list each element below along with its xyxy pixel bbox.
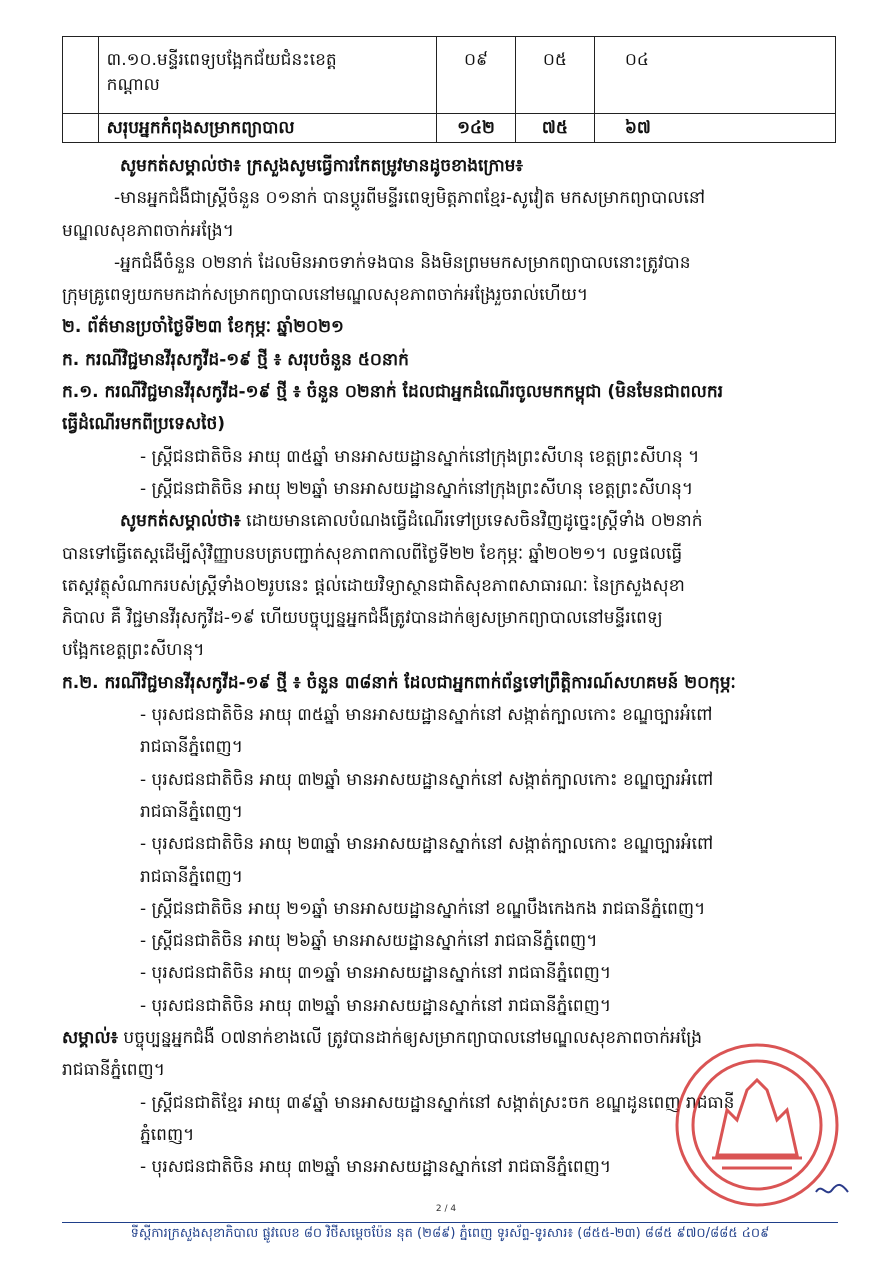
list-item: - បុរសជនជាតិចិន អាយុ ៣២ឆ្នាំ មានអាសយដ្ឋានស្នាក់នៅ សង្កាត់ក្បាលកោះ ខណ្ឌច្បារអំពៅ <box>140 769 714 790</box>
list-item-cont: រាជធានីភ្នំពេញ។ <box>140 866 243 887</box>
table-cell-hospital <box>98 37 436 114</box>
list-item: - ស្ត្រីជនជាតិខ្មែរ អាយុ ៣៩ឆ្នាំ មានអាសយដ្ឋានស្នាក់នៅ សង្កាត់ស្រះចក ខណ្ឌដូនពេញ រាជធានី <box>140 1092 735 1113</box>
list-item: - បុរសជនជាតិចិន អាយុ ៣២ឆ្នាំ មានអាសយដ្ឋានស្នាក់នៅ រាជធានីភ្នំពេញ។ <box>140 1157 612 1178</box>
list-item: - ស្ត្រីជនជាតិចិន អាយុ ២៦ឆ្នាំ មានអាសយដ្ឋានស្នាក់នៅ រាជធានីភ្នំពេញ។ <box>140 931 598 952</box>
list-item: - ស្ត្រីជនជាតិចិន អាយុ ២១ឆ្នាំ មានអាសយដ្ឋានស្នាក់នៅ ខណ្ឌបឹងកេងកង រាជធានីភ្នំពេញ។ <box>140 898 706 919</box>
list-item: - បុរសជនជាតិចិន អាយុ ២៣ឆ្នាំ មានអាសយដ្ឋានស្នាក់នៅ សង្កាត់ក្បាលកោះ ខណ្ឌច្បារអំពៅ <box>140 834 714 855</box>
section2-title: ២. ព័ត៌មានប្រចាំថ្ងៃទី២៣ ខែកុម្ភៈ ឆ្នាំ២០២១ <box>62 317 344 338</box>
list-item-cont: ភ្នំពេញ។ <box>140 1124 195 1145</box>
patients-table <box>62 36 836 143</box>
list-item: - បុរសជនជាតិចិន អាយុ ៣២ឆ្នាំ មានអាសយដ្ឋានស្នាក់នៅ រាជធានីភ្នំពេញ។ <box>140 995 612 1016</box>
table-cell-empty <box>63 37 99 114</box>
signature-icon <box>812 1180 852 1200</box>
list-item-cont: រាជធានីភ្នំពេញ។ <box>140 737 243 758</box>
note1-title: សូមកត់សម្គាល់ថា៖ ក្រសួងសូមធ្វើការកែតម្រូវមានដូចខាងក្រោម៖ <box>120 156 523 176</box>
section-k-heading: ក. ករណីវិជ្ជមានវីរុសកូវីដ-១៩ ថ្មី ៖ សរុបចំនួន ៥០នាក់ <box>62 349 409 370</box>
total-female: ៦៧ <box>594 114 835 143</box>
note2-line4: ភិបាល គឺ វិជ្ជមានវីរុសកូវីដ-១៩ ហើយបច្ចុប្បន្នអ្នកជំងឺត្រូវបានដាក់ឲ្យសម្រាកព្យាបាលនៅមន្ទីរពេទ្យ <box>62 608 663 629</box>
list-item-cont: រាជធានីភ្នំពេញ។ <box>140 801 243 822</box>
table-row <box>63 37 836 114</box>
footer-address: ទីស្តីការក្រសួងសុខាភិបាល ផ្លូវលេខ ៨០ វិថីសម្តេចប៉ែន នុត (២៨៩) ភ្នំពេញ ទូរស័ព្ទ-ទូរសារ៖ (៨៥៥-២៣) ៨៨៥ ៩៧០/៨៨៥ ៤០៩ <box>130 1226 770 1241</box>
note2-text: ដោយមានគោលបំណងធ្វើដំណើរទៅប្រទេសចិនវិញដូច្នេះស្ត្រីទាំង ០២នាក់ <box>240 511 703 532</box>
footer-divider <box>62 1222 838 1223</box>
note2-line3: តេស្តវត្ថុសំណាករបស់ស្ត្រីទាំង០២រូបនេះ ផ្តល់ដោយវិទ្យាស្ថានជាតិសុខភាពសាធារណៈ នៃក្រសួងសុខា <box>62 575 685 596</box>
note1-line2b: ក្រុមគ្រូពេទ្យយកមកដាក់សម្រាកព្យាបាលនៅមណ្ឌលសុខភាពចាក់អង្រែរួចរាល់ហើយ។ <box>62 285 589 306</box>
note2-line5: បង្អែកខេត្តព្រះសីហនុ។ <box>62 640 205 661</box>
note1-line2: -អ្នកជំងឺចំនួន ០២នាក់ ដែលមិនអាចទាក់ទងបាន និងមិនព្រមមកសម្រាកព្យាបាលនោះត្រូវបាន <box>114 252 691 273</box>
total-all: ១៤២ <box>437 114 516 143</box>
list-item: - បុរសជនជាតិចិន អាយុ ៣១ឆ្នាំ មានអាសយដ្ឋានស្នាក់នៅ រាជធានីភ្នំពេញ។ <box>140 963 612 984</box>
page-number: 2 / 4 <box>435 1204 457 1214</box>
note2-line1 <box>62 505 838 537</box>
note2-line2: បានទៅធ្វើតេស្តដើម្បីសុំវិញ្ញាបនបត្របញ្ជាក់សុខភាពកាលពីថ្ងៃទី២២ ខែកុម្ភៈ ឆ្នាំ២០២១។ លទ្ធផលធ្វើ <box>62 543 683 564</box>
note3-line2: រាជធានីភ្នំពេញ។ <box>62 1060 165 1081</box>
total-label: សរុបអ្នកកំពុងសម្រាកព្យាបាល <box>98 114 436 143</box>
body-text <box>62 150 838 1184</box>
section-k1-heading: ក.១. ករណីវិជ្ជមានវីរុសកូវីដ-១៩ ថ្មី ៖ ចំនួន ០២នាក់ ដែលជាអ្នកដំណើរចូលមកកម្ពុជា (មិនមែនជាពលករ <box>62 382 724 403</box>
list-item: - ស្ត្រីជនជាតិចិន អាយុ ៣៥ឆ្នាំ មានអាសយដ្ឋានស្នាក់នៅក្រុងព្រះសីហនុ ខេត្តព្រះសីហនុ ។ <box>140 446 700 467</box>
table-row-total <box>63 114 836 143</box>
table-cell-total: ០៩ <box>437 37 516 114</box>
note3-label: សម្គាល់៖ <box>62 1028 119 1049</box>
table-cell-male: ០៥ <box>515 37 594 114</box>
total-male: ៧៥ <box>515 114 594 143</box>
note2-label: សូមកត់សម្គាល់ថា៖ <box>120 511 241 532</box>
note1-line1: -មានអ្នកជំងឺជាស្ត្រីចំនួន ០១នាក់ បានប្តូរពីមន្ទីរពេទ្យមិត្តភាពខ្មែរ-សូវៀត មកសម្រាកព្យាបាលនៅ <box>114 188 706 209</box>
hospital-name-line2: កណ្ដាល <box>106 75 160 95</box>
table-cell-female: ០៤ <box>594 37 835 114</box>
hospital-name: ៣.១០.មន្ទីរពេទ្យបង្អែកជ័យជំនះខេត្ត <box>106 50 337 70</box>
note1-line1b: មណ្ឌលសុខភាពចាក់អង្រែ។ <box>62 220 234 241</box>
section-k1-heading-line2: ធ្វើដំណើរមកពីប្រទេសថៃ) <box>62 414 226 435</box>
list-item: - ស្ត្រីជនជាតិចិន អាយុ ២២ឆ្នាំ មានអាសយដ្ឋានស្នាក់នៅក្រុងព្រះសីហនុ ខេត្តព្រះសីហនុ។ <box>140 478 694 499</box>
table-cell-empty <box>63 114 99 143</box>
section-k2-heading: ក.២. ករណីវិជ្ជមានវីរុសកូវីដ-១៩ ថ្មី ៖ ចំនួន ៣៨នាក់ ដែលជាអ្នកពាក់ព័ន្ធទៅព្រឹត្តិការណ៍សហគមន៍ ២០កុម្ភៈ <box>62 672 736 693</box>
note3-text: បច្ចុប្បន្នអ្នកជំងឺ ០៧នាក់ខាងលើ ត្រូវបានដាក់ឲ្យសម្រាកព្យាបាលនៅមណ្ឌលសុខភាពចាក់អង្រែ <box>118 1028 703 1049</box>
list-item: - បុរសជនជាតិចិន អាយុ ៣៥ឆ្នាំ មានអាសយដ្ឋានស្នាក់នៅ សង្កាត់ក្បាលកោះ ខណ្ឌច្បារអំពៅ <box>140 705 713 726</box>
